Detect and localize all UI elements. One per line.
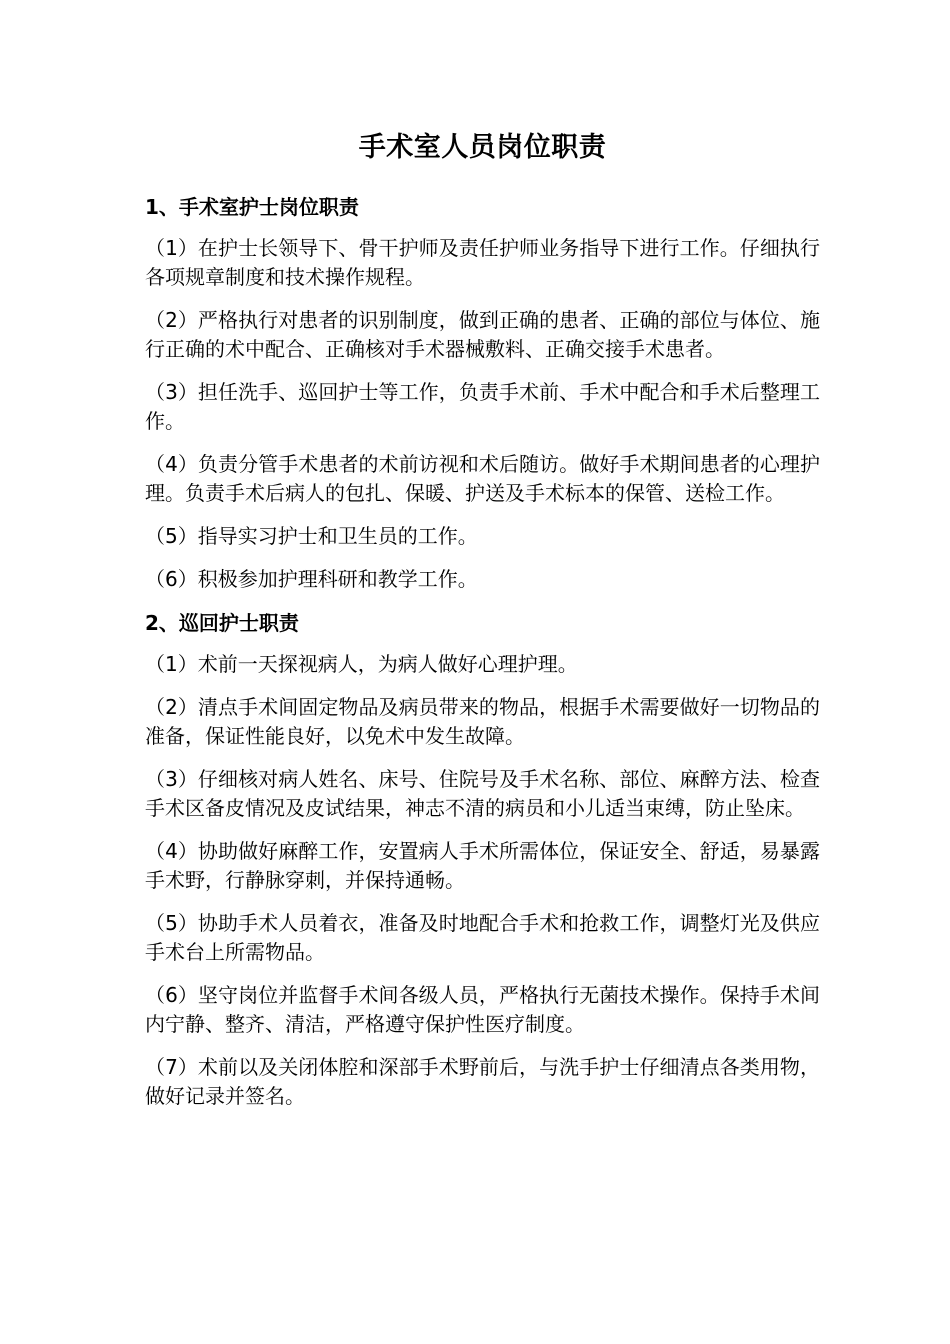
list-item: （2）严格执行对患者的识别制度，做到正确的患者、正确的部位与体位、施行正确的术中配合、正确核对手术器械敷料、正确交接手术患者。 xyxy=(145,308,820,361)
section-nurse-duties xyxy=(145,192,820,594)
section-heading: 1、手术室护士岗位职责 xyxy=(145,195,359,219)
list-item: （7）术前以及关闭体腔和深部手术野前后，与洗手护士仔细清点各类用物，做好记录并签名。 xyxy=(145,1055,820,1108)
page-title: 手术室人员岗位职责 xyxy=(358,132,607,163)
list-item: （5）协助手术人员着衣，准备及时地配合手术和抢救工作，调整灯光及供应手术台上所需物品。 xyxy=(145,911,820,964)
list-item: （1）术前一天探视病人，为病人做好心理护理。 xyxy=(145,652,578,676)
list-item: （3）担任洗手、巡回护士等工作，负责手术前、手术中配合和手术后整理工作。 xyxy=(145,380,820,433)
list-item: （4）协助做好麻醉工作，安置病人手术所需体位，保证安全、舒适，易暴露手术野，行静脉穿刺，并保持通畅。 xyxy=(145,839,820,892)
document-content xyxy=(145,118,820,1125)
list-item: （6）积极参加护理科研和教学工作。 xyxy=(145,567,478,591)
section-circulating-nurse-duties xyxy=(145,608,820,1111)
list-item: （4）负责分管手术患者的术前访视和术后随访。做好手术期间患者的心理护理。负责手术后病人的包扎、保暖、护送及手术标本的保管、送检工作。 xyxy=(145,452,820,505)
list-item: （5）指导实习护士和卫生员的工作。 xyxy=(145,524,478,548)
list-item: （6）坚守岗位并监督手术间各级人员，严格执行无菌技术操作。保持手术间内宁静、整齐、清洁，严格遵守保护性医疗制度。 xyxy=(145,983,820,1036)
list-item: （3）仔细核对病人姓名、床号、住院号及手术名称、部位、麻醉方法、检查手术区备皮情况及皮试结果，神志不清的病员和小儿适当束缚，防止坠床。 xyxy=(145,767,820,820)
list-item: （1）在护士长领导下、骨干护师及责任护师业务指导下进行工作。仔细执行各项规章制度和技术操作规程。 xyxy=(145,236,820,289)
section-heading: 2、巡回护士职责 xyxy=(145,611,299,635)
list-item: （2）清点手术间固定物品及病员带来的物品，根据手术需要做好一切物品的准备，保证性能良好，以免术中发生故障。 xyxy=(145,695,820,748)
